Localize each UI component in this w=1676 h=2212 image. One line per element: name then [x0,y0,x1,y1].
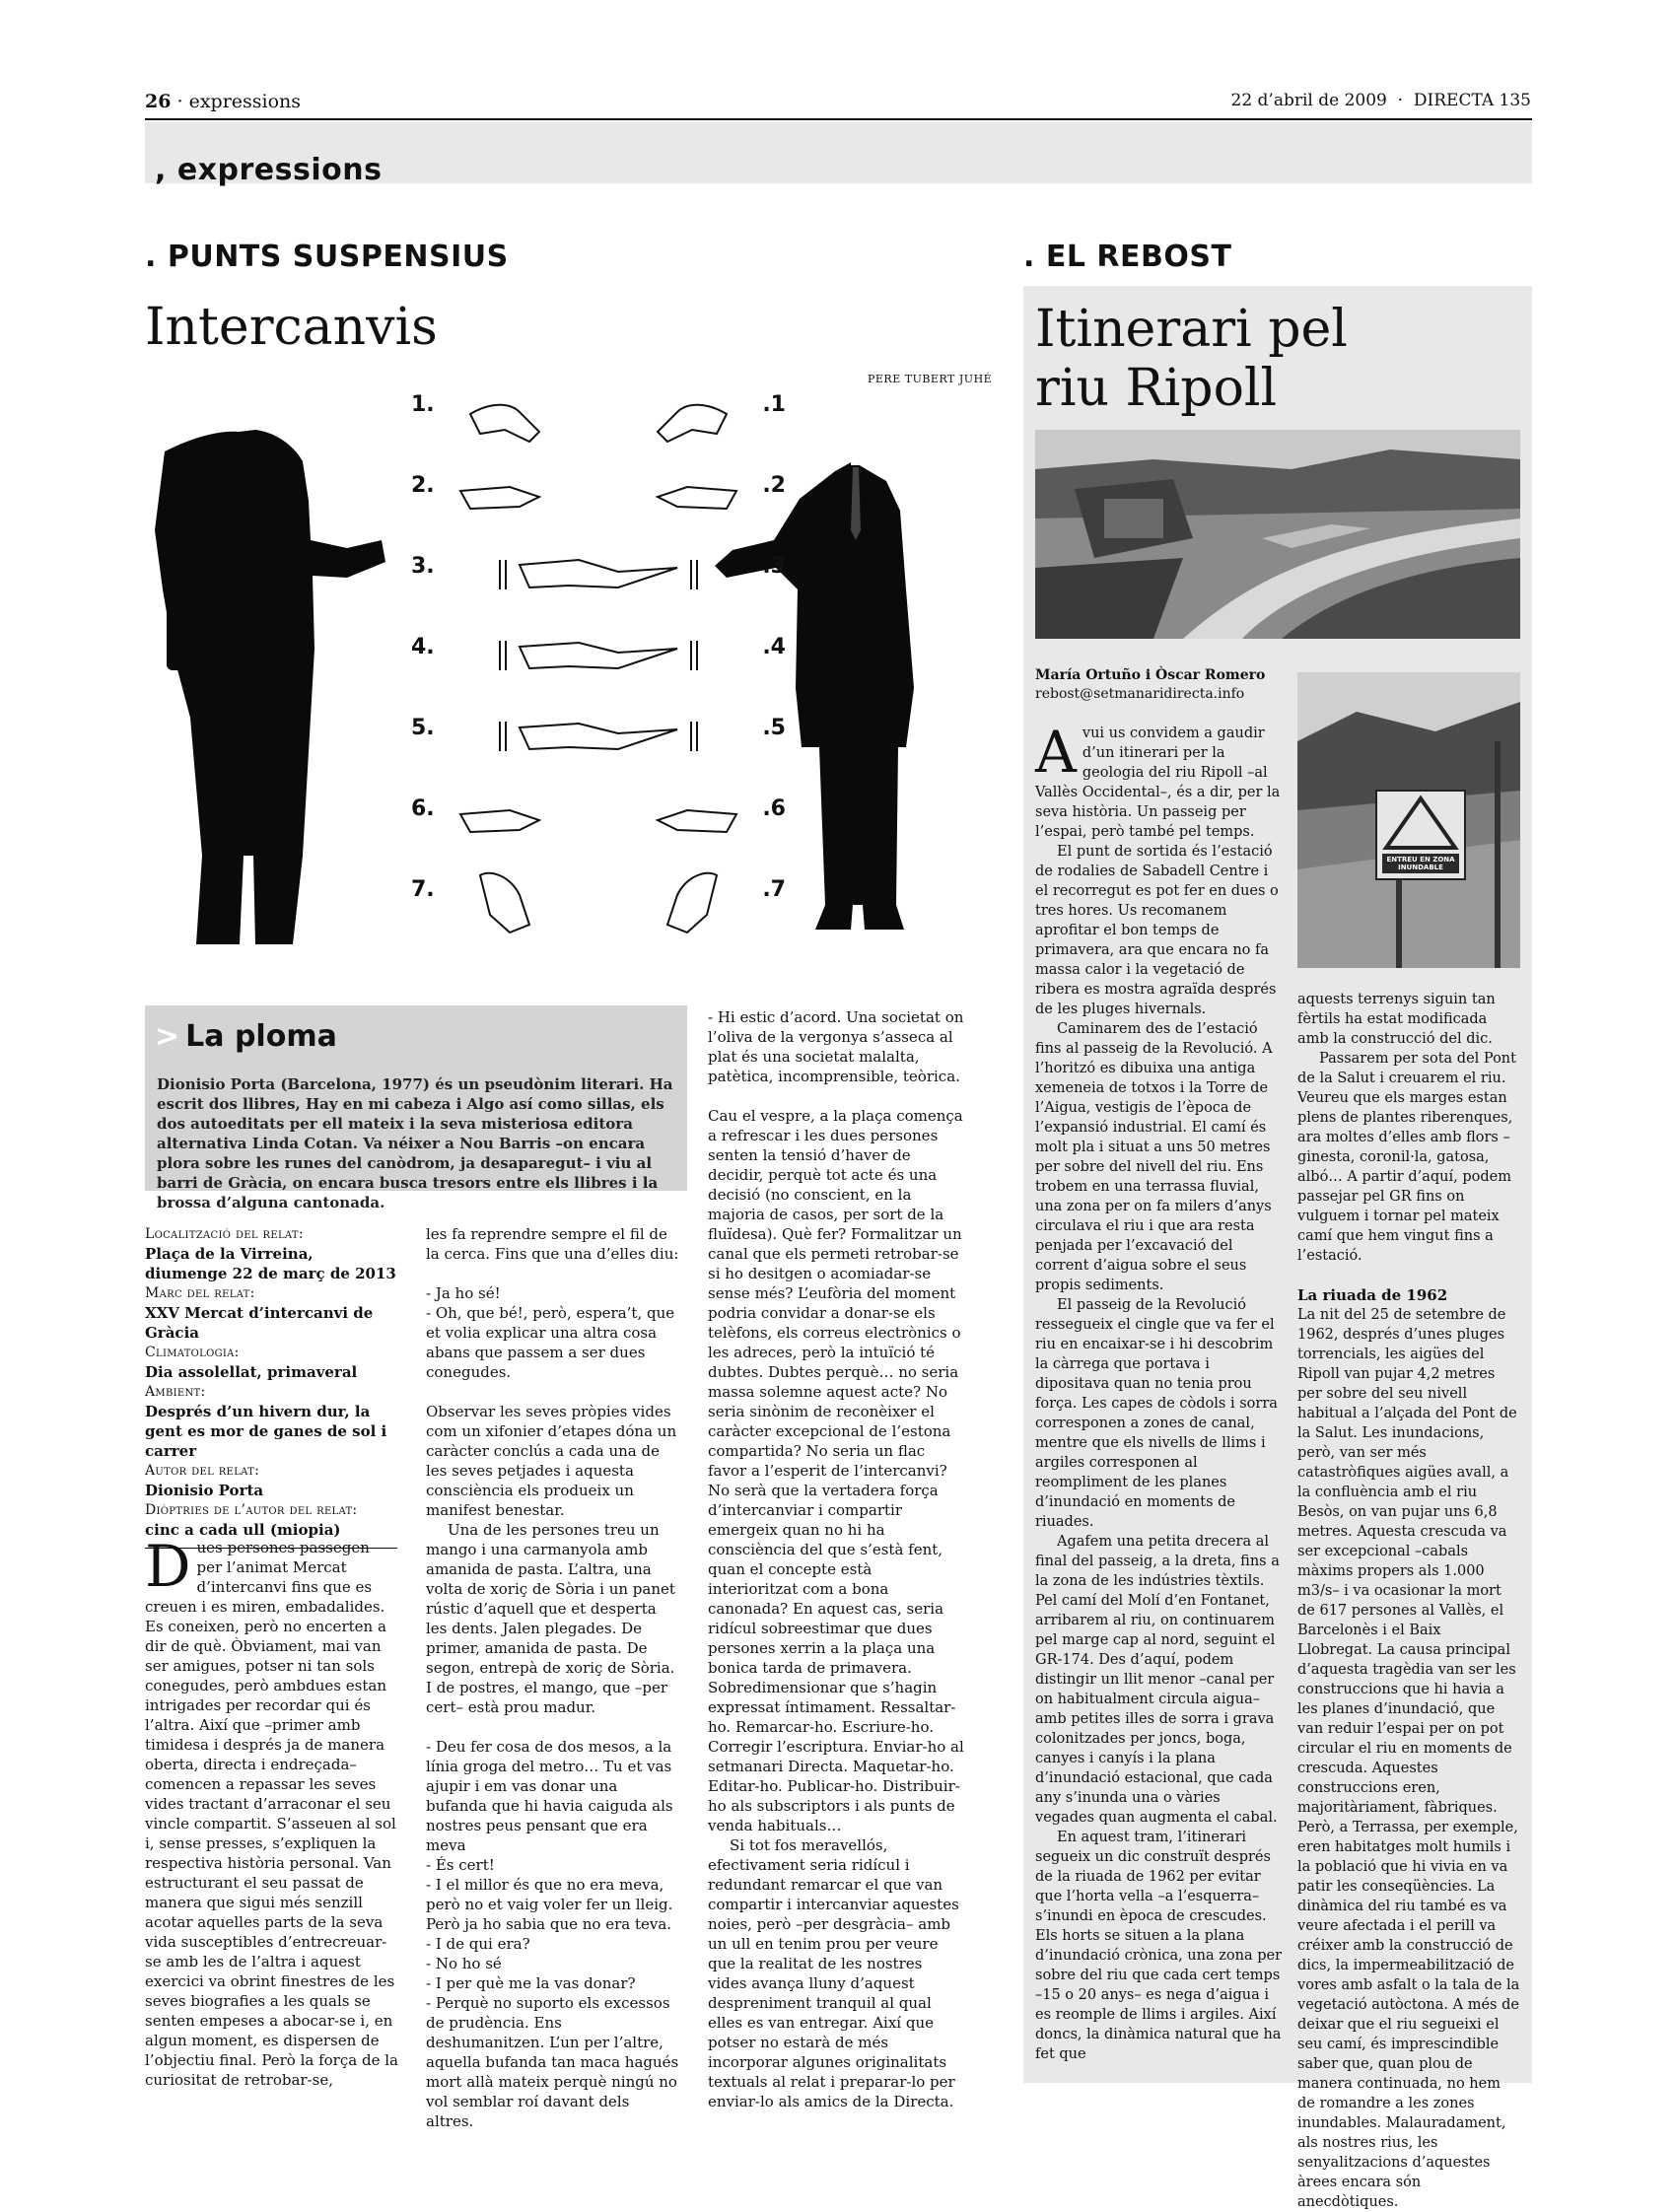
authors: María Ortuño i Òscar Romero [1035,667,1266,683]
flood-sign-text: ENTREU EN ZONA INUNDABLE [1386,856,1455,871]
drop-cap: D [145,1533,191,1600]
info-value: Plaça de la Virreina, diumenge 22 de març de 2013 [145,1245,396,1282]
step-6-mirrored [762,796,786,821]
step-number-mirrored: .1 [762,392,786,417]
byline [1035,666,1301,704]
step-1 [411,392,435,417]
step-number: 4. [411,635,435,659]
handshake-illustration [145,392,973,962]
step-number-mirrored: .5 [762,716,786,740]
paragraph: - I el millor és que no era meva, però no et vaig voler fer un lleig. Però ja ho sabia que no era teva. [426,1876,673,1933]
paragraph: - Oh, que bé!, però, espera’t, que et volia explicar una altra cosa abans que passem a ser dues conegudes. [426,1304,675,1381]
info-label: Ambient: [145,1384,206,1400]
page-number: 26 [145,91,172,112]
la-ploma-heading: La ploma [185,1019,337,1054]
left-column-1 [145,1533,399,2090]
step-5 [411,716,435,740]
step-7-mirrored [762,877,786,902]
paragraph: El punt de sortida és l’estació de rodalies de Sabadell Centre i el recorregut es pot fer en dues o tres hores. Us recomanem aprofitar el bon temps de primavera, ara que encara no fa massa calor i la vegetació de ribera es mostra agraïda després de les pluges hivernals. [1035,844,1279,1017]
left-headline: Intercanvis [145,298,438,357]
paragraph: Passarem per sota del Pont de la Salut i creuarem el riu. Veureu que els marges estan plens de plantes riberenques, ara moltes d’elles amb flors –ginesta, coronil·la, gatosa, albó… A partir d’aquí, podem passejar pel GR fins on vulguem i tornar pel mateix camí que hem vingut fins a l’estació. [1297,1051,1516,1264]
publication-name: DIRECTA 135 [1413,91,1531,110]
flood-sign-photo [1297,672,1520,968]
paragraph: - Deu fer cosa de dos mesos, a la línia groga del metro… Tu et vas ajupir i em vas donar una bufanda que hi havia caiguda als nostres peus pensant que era meva [426,1738,673,1854]
step-1-mirrored [762,392,786,417]
paragraph: - Perquè no suporto els excessos de prudència. Ens deshumanitzen. L’un per l’altre, aquella bufanda tan maca hagués mort allà mateix perquè ningú no vol semblar roí davant dels altres. [426,1994,679,2130]
step-number: 7. [411,877,435,902]
subheading: La riuada de 1962 [1297,1286,1448,1304]
step-4-mirrored [762,635,786,659]
step-number-mirrored: .7 [762,877,786,902]
step-number-mirrored: .4 [762,635,786,659]
paragraph: - Hi estic d’acord. Una societat on l’oliva de la vergonya s’asseca al plat és una societat malalta, patètica, incomprensible, teòrica. [708,1008,964,1085]
info-value: cinc a cada ull (miopia) [145,1521,341,1539]
info-label: Autor del relat: [145,1463,260,1479]
author-email[interactable]: rebost@setmanaridirecta.info [1035,686,1245,702]
paragraph: Una de les persones treu un mango i una carmanyola amb amanida de pasta. L’altra, una volta de xoriç de Sòria i un panet rústic d’aquell que et desperta les dents. Jalen plegades. De primer, amanida de pasta. De segon, entrepà de xoriç de Sòria. I de postres, el mango, que –per cert– està prou madur. [426,1521,675,1716]
step-number: 6. [411,796,435,821]
right-headline [1035,300,1348,418]
story-info [145,1224,397,1549]
left-column-2 [426,1224,680,2131]
left-kicker: . PUNTS SUSPENSIUS [145,240,509,274]
step-3-mirrored [762,554,786,579]
step-2-mirrored [762,473,786,498]
step-4 [411,635,435,659]
author-bio: Dionisio Porta (Barcelona, 1977) és un pseudònim literari. Ha escrit dos llibres, Hay en mi cabeza i Algo así como sillas, els dos autoeditats per ell mateix i la seva misteriosa editora alternativa Linda Cotan. Va néixer a Nou Barris –on encara plora sobre les runes del canòdrom, ja desaparegut– i viu al barri de Gràcia, on encara busca tresors entre els llibres i la brossa d’alguna cantonada. [157,1075,673,1211]
step-number-mirrored: .3 [762,554,786,579]
info-label: Diòptries de l’autor del relat: [145,1502,358,1518]
header-rule [145,118,1532,120]
la-ploma-box [145,1005,687,1211]
section-band-title: , expressions [155,153,383,187]
hand-sequence [411,392,786,962]
paragraph: Observar les seves pròpies vides com un xifonier d’etapes dóna un caràcter conclús a cada una de les seves petjades i aquesta consciència els produeix un manifest benestar. [426,1403,677,1519]
paragraph: Cau el vespre, a la plaça comença a refrescar i les dues persones senten la tensió d’haver de decidir, perquè tot acte és una decisió (no conscient, en la majoria de casos, per sort de la fluïdesa). Què fer? Formalitzar un canal que els permeti retrobar-se si ho desitgen o acomiadar-se sense més? L’eufòria del moment podria convidar a donar-se els telèfons, els correus electrònics o les adreces, però la intuïció té dubtes. Dubtes perquè… no seria massa solemne aquest acte? No seria sinònim de reconèixer el caràcter excepcional de l’estona compartida? No seria un flac favor a l’esperit de l’intercanvi? No serà que la vertadera força d’intercanviar i compartir emergeix quan no hi ha consciència del que s’està fent, quan el concepte està interioritzat com a bona canonada? En aquest cas, seria ridícul sobreestimar que dues persones xerrin a la plaça una bonica tarda de primavera. Sobredimensionar que s’hagin expressat íntimament. Ressaltar-ho. Remarcar-ho. Escriure-ho. Corregir l’escriptura. Enviar-ho al setmanari Directa. Maquetar-ho. Editar-ho. Publicar-ho. Distribuir-ho als subscriptors i als punts de venda habituals… [708,1107,964,1834]
paragraph: - I per què me la vas donar? [426,1974,636,1992]
illustrator-credit: PERE TUBERT JUHÉ [868,373,993,385]
chevron-right-icon: > [155,1019,180,1054]
right-column-1 [1035,719,1284,2064]
step-7 [411,877,435,902]
info-value: Dia assolellat, primaveral [145,1363,358,1381]
step-number: 2. [411,473,435,498]
page-header-left: 26 · expressions [145,91,302,112]
right-kicker: . EL REBOST [1023,240,1232,274]
paragraph: les fa reprendre sempre el fil de la cerca. Fins que una d’elles diu: [426,1225,679,1263]
paragraph: aquests terrenys siguin tan fèrtils ha estat modificada amb la construcció del dic. [1297,992,1496,1047]
step-number-mirrored: .2 [762,473,786,498]
step-number-mirrored: .6 [762,796,786,821]
paragraph: - No ho sé [426,1955,502,1972]
la-ploma-title [155,1019,337,1054]
step-number: 5. [411,716,435,740]
step-number: 3. [411,554,435,579]
headline-line-2: riu Ripoll [1035,359,1278,418]
info-value: Després d’un hivern dur, la gent es mor de ganes de sol i carrer [145,1403,387,1460]
river-landscape-photo [1035,430,1520,639]
step-number: 1. [411,392,435,417]
section-name: expressions [188,91,302,112]
info-value: Dionisio Porta [145,1482,264,1499]
hand-drawings-icon [451,392,746,962]
paragraph: En aquest tram, l’itinerari segueix un dic construït després de la riuada de 1962 per evitar que l’horta vella –a l’esquerra– s’inundi en època de crescudes. Els horts se situen a la plana d’inundació crònica, una zona per sobre del riu que cada cert temps –15 o 20 anys– es nega d’aigua i es reomple de llims i argiles. Així doncs, la dinàmica natural que ha fet que [1035,1830,1282,2062]
info-label: Marc del relat: [145,1285,255,1301]
paragraph: Si tot fos meravellós, efectivament seria ridícul i redundant remarcar el que van compartir i intercanviar aquestes noies, però –per desgràcia– amb un ull en tenim prou per veure que la realitat de les nostres vides avança lluny d’aquest despreniment tranquil al qual elles es van entregar. Així que potser no estarà de més incorporar algunes originalitats textuals al relat i preparar-lo per enviar-lo als amics de la Directa. [708,1836,959,2110]
step-3 [411,554,435,579]
paragraph: La nit del 25 de setembre de 1962, després d’unes pluges torrencials, les aigües del Ripoll van pujar 4,2 metres per sobre del seu nivell habitual a l’alçada del Pont de la Salut. Les inundacions, però, van ser més catastròfiques aigües avall, a la confluència amb el riu Besòs, on van pujar uns 6,8 metres. Aquesta crescuda va ser excepcional –cabals màxims propers als 1.000 m3/s– i va ocasionar la mort de 617 persones al Vallès, el Barcelonès i el Baix Llobregat. La causa principal d’aquesta tragèdia van ser les construccions que hi havia a les planes d’inundació, que van reduir l’espai per on pot circular el riu en moments de crescuda. Aquestes construccions eren, majoritàriament, fàbriques. Però, a Terrassa, per exemple, eren habitatges molt humils i la població que hi vivia en va patir les conseqüències. La dinàmica del riu també es va veure afectada i el perill va créixer amb la construcció de dics, la impermeabilització de vores amb asfalt o la tala de la vegetació autòctona. A més de deixar que el riu segueixi el seu camí, és imprescindible saber que, quan plou de manera continuada, no hem de romandre a les zones inundables. Malauradament, als nostres rius, les senyalitzacions d’aquestes àrees encara són anecdòtiques. [1297,1307,1520,2210]
right-column-2 [1297,990,1520,2212]
paragraph: Agafem una petita drecera al final del passeig, a la dreta, fins a la zona de les indústries tèxtils. Pel camí del Molí d’en Fontanet, arribarem al riu, on continuarem pel marge cap al nord, seguint el GR-174. Des d’aquí, podem distingir un llit menor –canal per on habitualment circula aigua– amb petites illes de sorra i grava colonitzades per joncs, boga, canyes i canyís i la plana d’inundació estacional, que cada any s’inunda una o vàries vegades quan augmenta el cabal. [1035,1534,1280,1826]
paragraph: Caminarem des de l’estació fins al passeig de la Revolució. A l’horitzó es dibuixa una antiga xemeneia de totxos i la Torre de l’Aigua, vestigis de l’època de l’expansió industrial. El camí és molt pla i situat a uns 50 metres per sobre del nivell del riu. Ens trobem en una terrassa fluvial, una zona per on fa milers d’anys circulava el riu i que ara resta penjada per l’excavació del corrent d’aigua sobre el seus propis sediments. [1035,1021,1273,1293]
paragraph: - Ja ho sé! [426,1284,501,1302]
headline-line-1: Itinerari pel [1035,300,1348,359]
body-text: ues persones passegen per l’animat Mercat d’intercanvi fins que es creuen i es miren, embadalides. Es coneixen, però no encerten a dir de què. Òbviament, mai van ser amigues, potser ni tan sols conegudes, però ambdues estan intrigades per recordar qui és l’altra. Així que –primer amb timidesa i després ja de manera oberta, directa i endreçada– comencen a repassar les seves vides tractant d’arraconar el seu vincle compartit. S’asseuen al sol i, sense presses, s’expliquen la respectiva història personal. Van estructurant el seu passat de manera que sigui més senzill acotar aquelles parts de la seva vida susceptibles d’entrecreuar-se amb les de l’altra i aquest exercici va obrint finestres de les seves biografies a les quals se senten empeses a abocar-se i, en algun moment, es dispersen de l’objectiu final. Però la força de la curiositat de retrobar-se, [145,1539,398,2089]
paragraph: El passeig de la Revolució ressegueix el cingle que va fer el riu en encaixar-se i hi descobrim la càrrega que portava i dipositava quan no tenia prou força. Les capes de còdols i sorra corresponen a zones de canal, mentre que els nivells de llims i argiles corresponen al reompliment de les planes d’inundació en moments de riuades. [1035,1297,1278,1530]
page-header-right: 22 d’abril de 2009 · DIRECTA 135 [1230,91,1531,110]
issue-date: 22 d’abril de 2009 [1230,91,1387,110]
paragraph: - És cert! [426,1856,495,1874]
paragraph: vui us convidem a gaudir d’un itinerari per la geologia del riu Ripoll –al Vallès Occidental–, és a dir, per la seva història. Un passeig per l’espai, però també pel temps. [1035,726,1281,840]
step-2 [411,473,435,498]
drop-cap: A [1035,719,1077,786]
step-6 [411,796,435,821]
step-5-mirrored [762,716,786,740]
info-label: Climatologia: [145,1345,240,1360]
left-figure-silhouette [155,430,385,944]
paragraph: - I de qui era? [426,1935,530,1953]
left-column-3 [708,1007,964,2111]
info-label: Localització del relat: [145,1226,304,1242]
info-value: XXV Mercat d’intercanvi de Gràcia [145,1304,374,1342]
